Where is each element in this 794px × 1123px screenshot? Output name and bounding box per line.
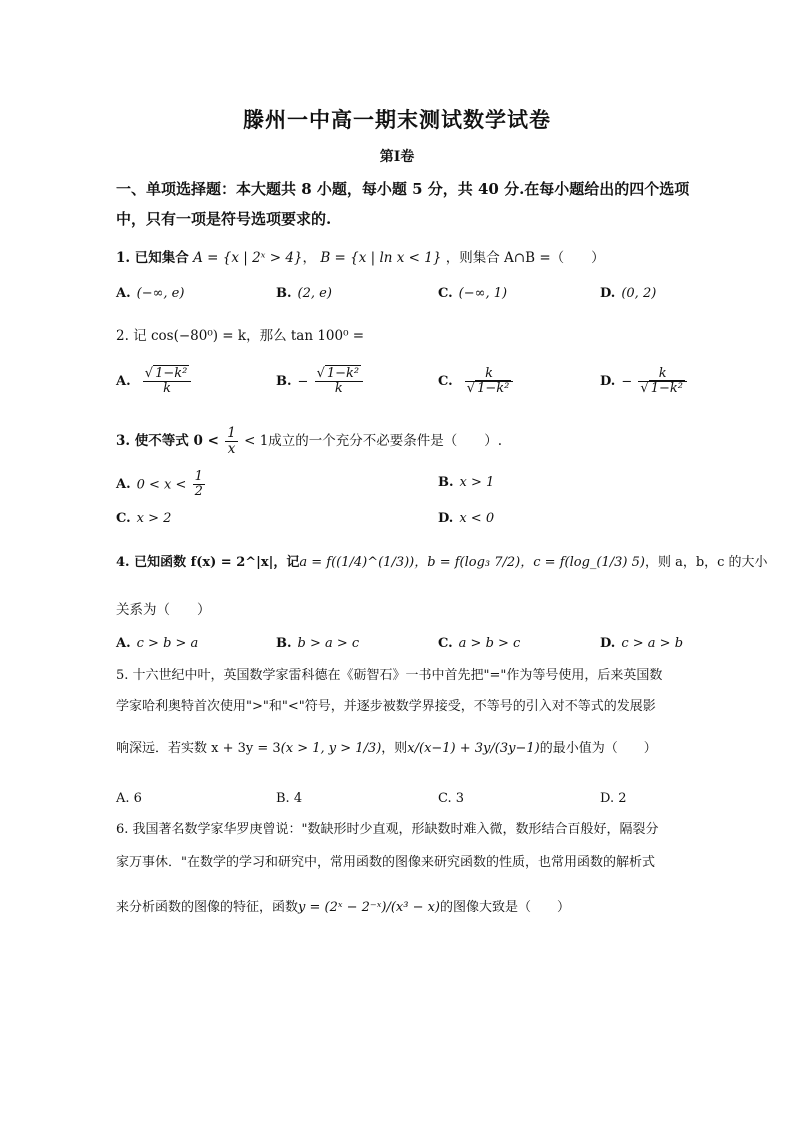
question-2: 2. 记 cos(−80⁰) = k，那么 tan 100⁰ = (116, 328, 365, 344)
q4-option-b[interactable]: B. b > a > c (276, 636, 360, 651)
q6-line2: 家万事休．"在数学的学习和研究中，常用函数的图像来研究函数的性质，也常用函数的解析式 (116, 855, 655, 870)
q1-option-d[interactable]: D. (0, 2) (600, 286, 657, 301)
q3-option-c[interactable]: C. x > 2 (116, 511, 172, 526)
q4-option-d[interactable]: D. c > a > b (600, 636, 684, 651)
section-heading-line1: 一、单项选择题：本大题共 8 小题，每小题 5 分，共 40 分.在每小题给出的四个选项 (116, 180, 690, 198)
q4-line2: 关系为（ ） (116, 602, 211, 618)
q1-suffix: ，则集合 A∩B =（ ） (445, 250, 605, 266)
q5-option-d[interactable]: D. 2 (600, 791, 627, 806)
q4-option-c[interactable]: C. a > b > c (438, 636, 521, 651)
q1-set-b: B = {x | ln x < 1} (320, 250, 442, 266)
volume-label: 第Ⅰ卷 (379, 149, 415, 165)
q1-option-a[interactable]: A. (−∞, e) (116, 286, 185, 301)
exam-title: 滕州一中高一期末测试数学试卷 (243, 107, 551, 132)
q1-comma: ， (302, 250, 317, 266)
q5-option-b[interactable]: B. 4 (276, 791, 303, 806)
question-3: 3. 使不等式 0 < $\frac{1}{x}$ < 1成立的一个充分不必要条件是（ ）. (116, 425, 503, 457)
q2-option-c[interactable]: C. $\frac{k}{\text{√ 1−k²}}$ (438, 367, 515, 397)
q1-option-c[interactable]: C. (−∞, 1) (438, 286, 508, 301)
q5-line2: 学家哈利奥特首次使用">"和"<"符号，并逐步被数学界接受，不等号的引入对不等式的发展影 (116, 699, 656, 714)
q1-option-b[interactable]: B. (2, e) (276, 286, 332, 301)
q6-line3: 来分析函数的图像的特征，函数y = (2ˣ − 2⁻ˣ)/(x³ − x)的图像大致是（ ） (116, 900, 571, 915)
q1-prefix: 1. 已知集合 (116, 250, 189, 266)
q4-option-a[interactable]: A. c > b > a (116, 636, 199, 651)
question-1 (116, 252, 605, 266)
q3-option-b[interactable]: B. x > 1 (438, 475, 495, 490)
q2-option-b[interactable]: B. − $\frac{\text{√ 1−k²}}{k}$ (276, 367, 365, 397)
q5-line3: 响深远．若实数 x + 3y = 3(x > 1, y > 1/3)，则x/(x−1) + 3y/(3y−1)的最小值为（ ） (116, 741, 657, 756)
q2-option-d[interactable]: D. − $\frac{k}{\text{√ 1−k²}}$ (600, 367, 689, 397)
q5-option-a[interactable]: A. 6 (116, 791, 142, 806)
q3-option-d[interactable]: D. x < 0 (438, 511, 495, 526)
q2-option-a[interactable]: A. $\frac{\text{√ 1−k²}}{k}$ (116, 367, 193, 397)
q5-option-c[interactable]: C. 3 (438, 791, 465, 806)
question-4: 4. 已知函数 f(x) = 2^|x|，记a = f((1/4)^(1/3))，b = f(log₃ 7/2)，c = f(log_(1/3) 5)，则 a，b，c 的大小 (116, 555, 768, 570)
q6-line1: 6. 我国著名数学家华罗庚曾说："数缺形时少直观，形缺数时难入微，数形结合百般好，隔裂分 (116, 822, 659, 837)
section-heading-line2: 中，只有一项是符号选项要求的. (116, 210, 332, 228)
q5-line1: 5. 十六世纪中叶，英国数学家雷科德在《砺智石》一书中首先把"="作为等号使用，后来英国数 (116, 668, 663, 683)
q1-set-a: A = {x | 2ˣ > 4} (193, 250, 303, 266)
q3-option-a[interactable]: A. 0 < x < $\frac{1}{2}$ (116, 469, 203, 500)
